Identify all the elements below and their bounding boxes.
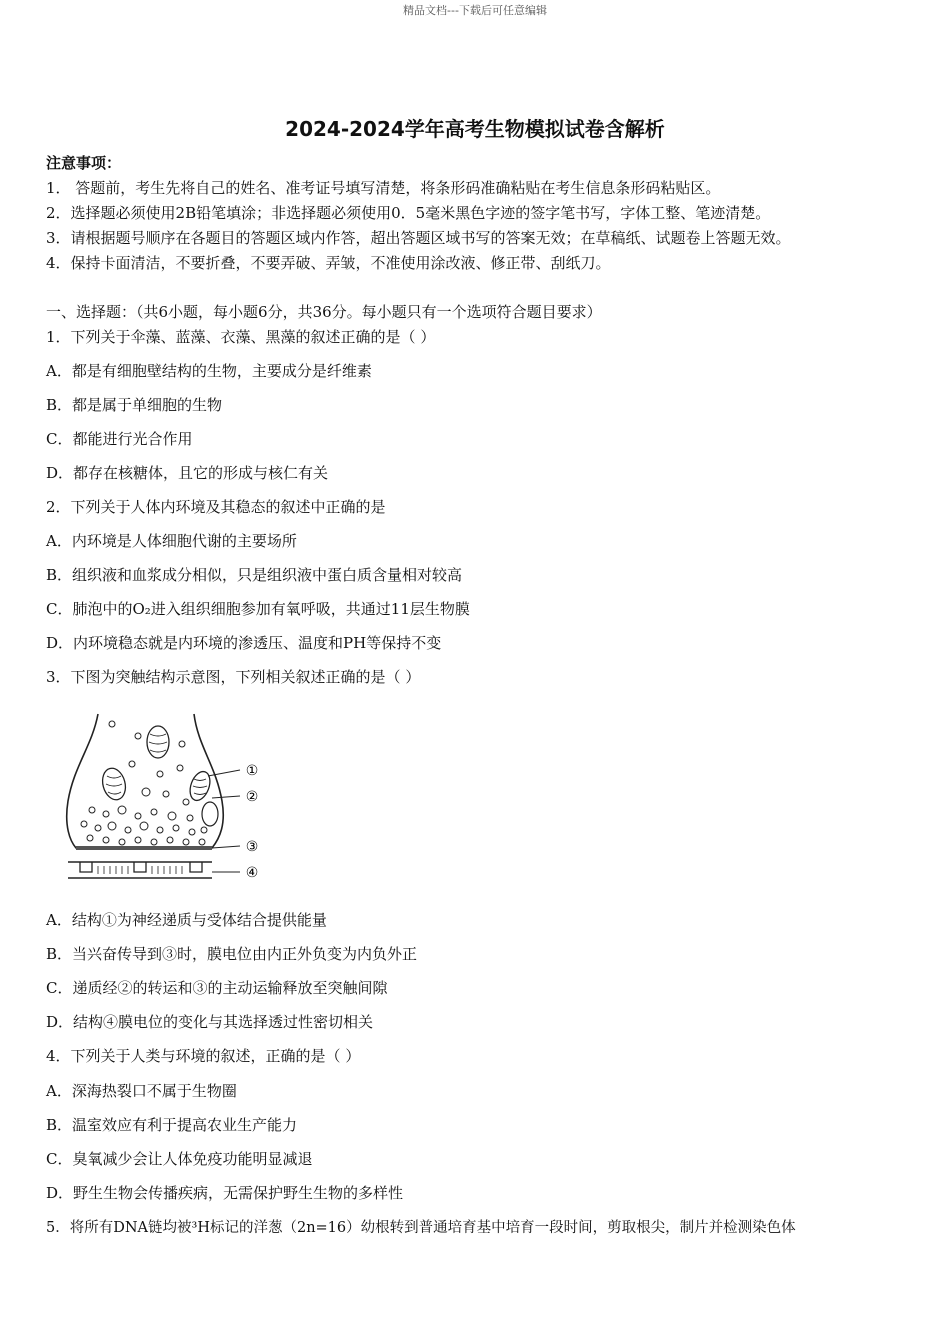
figure-label-2: ② (245, 789, 259, 805)
question-option: D．都存在核糖体，且它的形成与核仁有关 (46, 464, 329, 482)
question-option: C．臭氧减少会让人体免疫功能明显减退 (46, 1150, 313, 1168)
question-option: D．内环境稳态就是内环境的渗透压、温度和PH等保持不变 (46, 634, 442, 652)
question-option: A．内环境是人体细胞代谢的主要场所 (46, 532, 297, 550)
notice-item: 4．保持卡面清洁，不要折叠，不要弄破、弄皱，不准使用涂改液、修正带、刮纸刀。 (46, 254, 611, 272)
question-option: D．野生生物会传播疾病，无需保护野生生物的多样性 (46, 1184, 404, 1202)
question-stem: 1．下列关于伞藻、蓝藻、衣藻、黑藻的叙述正确的是（ ） (46, 328, 436, 346)
notice-item: 2．选择题必须使用2B铅笔填涂；非选择题必须使用0．5毫米黑色字迹的签字笔书写，字体工整、笔迹清楚。 (46, 204, 771, 222)
question-option: C．递质经②的转运和③的主动运输释放至突触间隙 (46, 979, 388, 997)
question-option: B．都是属于单细胞的生物 (46, 396, 223, 414)
question-stem: 4．下列关于人类与环境的叙述，正确的是（ ） (46, 1047, 361, 1065)
figure-label-4: ④ (245, 865, 259, 881)
notice-item: 1． 答题前，考生先将自己的姓名、准考证号填写清楚，将条形码准确粘贴在考生信息条形码粘贴区。 (46, 179, 721, 197)
question-option: A．结构①为神经递质与受体结合提供能量 (46, 911, 327, 929)
question-option: B．组织液和血浆成分相似，只是组织液中蛋白质含量相对较高 (46, 566, 463, 584)
question-stem: 2．下列关于人体内环境及其稳态的叙述中正确的是 (46, 498, 386, 516)
notice-heading: 注意事项： (46, 154, 122, 172)
question-stem: 3．下图为突触结构示意图，下列相关叙述正确的是（ ） (46, 668, 421, 686)
page-header: 精品文档---下载后可任意编辑 (403, 4, 547, 17)
section-heading: 一、选择题：（共6小题，每小题6分，共36分。每小题只有一个选项符合题目要求） (46, 303, 602, 321)
question-option: B．当兴奋传导到③时，膜电位由内正外负变为内负外正 (46, 945, 418, 963)
question-option: A．深海热裂口不属于生物圈 (46, 1082, 237, 1100)
question-option: C．肺泡中的O₂进入组织细胞参加有氧呼吸，共通过11层生物膜 (46, 600, 470, 618)
figure-label-1: ① (245, 763, 259, 779)
question-option: B．温室效应有利于提高农业生产能力 (46, 1116, 298, 1134)
question-stem: 5．将所有DNA链均被³H标记的洋葱（2n=16）幼根转到普通培育基中培育一段时间，剪取根尖，制片并检测染色体 (46, 1220, 796, 1236)
notice-item: 3．请根据题号顺序在各题目的答题区域内作答，超出答题区域书写的答案无效；在草稿纸、试题卷上答题无效。 (46, 229, 791, 247)
document-title: 2024-2024学年高考生物模拟试卷含解析 (285, 117, 665, 141)
question-option: C．都能进行光合作用 (46, 430, 193, 448)
figure-label-3: ③ (245, 839, 259, 855)
question-option: D．结构④膜电位的变化与其选择透过性密切相关 (46, 1013, 374, 1031)
question-option: A．都是有细胞壁结构的生物，主要成分是纤维素 (46, 362, 372, 380)
synapse-diagram (62, 706, 272, 886)
